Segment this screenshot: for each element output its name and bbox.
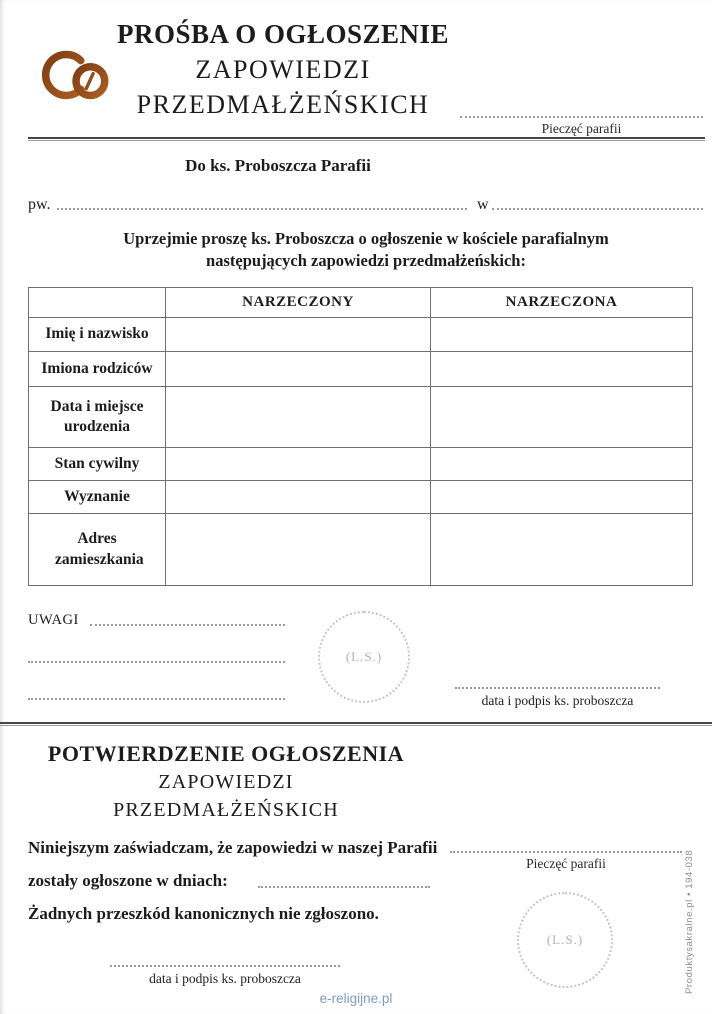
seal-placeholder-text: (L.S.): [345, 649, 383, 664]
parish-name-field: [57, 208, 467, 210]
request-title-line2: ZAPOWIEDZI: [195, 55, 371, 84]
table-header-groom: NARZECZONY: [166, 288, 431, 318]
signature-line-top: [455, 687, 660, 689]
table-row: [29, 318, 693, 352]
seal-placeholder-text: (L.S.): [546, 932, 584, 947]
table-row: [29, 448, 693, 481]
seal-placeholder-circle: [318, 611, 410, 703]
cell-bride-marital-status: [431, 448, 693, 481]
row-label-address: Adres zamieszkania: [29, 514, 166, 586]
parish-place-field: [492, 208, 703, 210]
intro-line2: następujących zapowiedzi przedmałżeńskich:: [206, 251, 526, 270]
w-label: w: [477, 196, 489, 213]
signature-line-bottom: [110, 965, 340, 967]
request-title-line1: PROŚBA O OGŁOSZENIE: [116, 19, 450, 49]
table-row: [29, 514, 693, 586]
cell-bride-parents: [431, 352, 693, 387]
confirmation-statement-3: Żadnych przeszkód kanonicznych nie zgłoszono.: [28, 904, 379, 923]
cell-groom-address: [166, 514, 431, 586]
website-watermark: e-religijne.pl: [319, 991, 393, 1006]
request-title: [113, 17, 453, 122]
cell-groom-parents: [166, 352, 431, 387]
table-row: [29, 352, 693, 387]
confirmation-title-line1: POTWIERDZENIE OGŁOSZENIA: [47, 741, 405, 766]
intro-line1: Uprzejmie proszę ks. Proboszcza o ogłoszenie w kościele parafialnym: [123, 229, 609, 248]
stamp-label-bottom: Pieczęć parafii: [526, 856, 606, 871]
cell-bride-religion: [431, 481, 693, 514]
notes-label: UWAGI: [28, 612, 79, 628]
notes-line-3: [28, 698, 285, 700]
table-header-empty: [29, 288, 166, 318]
confirmation-title-line3: PRZEDMAŁŻEŃSKICH: [113, 799, 339, 821]
confirmation-title: [0, 739, 452, 824]
row-label-birth: Data i miejsce urodzenia: [29, 387, 166, 448]
cell-bride-name: [431, 318, 693, 352]
header-divider: [28, 137, 705, 141]
table-row: [29, 481, 693, 514]
row-label-marital-status: Stan cywilny: [29, 448, 166, 481]
table-row: [29, 387, 693, 448]
cell-groom-name: [166, 318, 431, 352]
row-label-name: Imię i nazwisko: [29, 318, 166, 352]
cell-groom-marital-status: [166, 448, 431, 481]
request-title-line3: PRZEDMAŁŻEŃSKICH: [136, 90, 430, 119]
seal-placeholder-circle: [517, 892, 613, 988]
publisher-code: Produktysakralne.pl • 194-038: [684, 849, 695, 994]
stamp-label-top: Pieczęć parafii: [541, 121, 622, 136]
confirmation-statement-2: zostały ogłoszone w dniach:: [28, 871, 228, 890]
confirmation-title-line2: ZAPOWIEDZI: [158, 771, 294, 793]
section-divider: [0, 722, 712, 726]
signature-label-top: data i podpis ks. proboszcza: [481, 693, 634, 708]
cell-bride-birth: [431, 387, 693, 448]
confirmation-statement-1: Niniejszym zaświadczam, że zapowiedzi w naszej Parafii: [28, 838, 438, 857]
announcement-dates-field: [258, 886, 430, 888]
notes-line-1: [90, 624, 285, 626]
row-label-religion: Wyznanie: [29, 481, 166, 514]
notes-line-2: [28, 661, 285, 663]
row-label-parents: Imiona rodziców: [29, 352, 166, 387]
cell-groom-birth: [166, 387, 431, 448]
cell-groom-religion: [166, 481, 431, 514]
pw-label: pw.: [28, 196, 51, 213]
stamp-line-bottom: [450, 851, 682, 853]
signature-label-bottom: data i podpis ks. proboszcza: [149, 971, 301, 986]
cell-bride-address: [431, 514, 693, 586]
table-header-bride: NARZECZONA: [431, 288, 693, 318]
wedding-rings-icon: [33, 41, 115, 113]
addressee-line: Do ks. Proboszcza Parafii: [185, 156, 371, 175]
table-header-row: [29, 288, 693, 318]
banns-table: [28, 287, 693, 586]
stamp-line-top: [460, 116, 703, 118]
